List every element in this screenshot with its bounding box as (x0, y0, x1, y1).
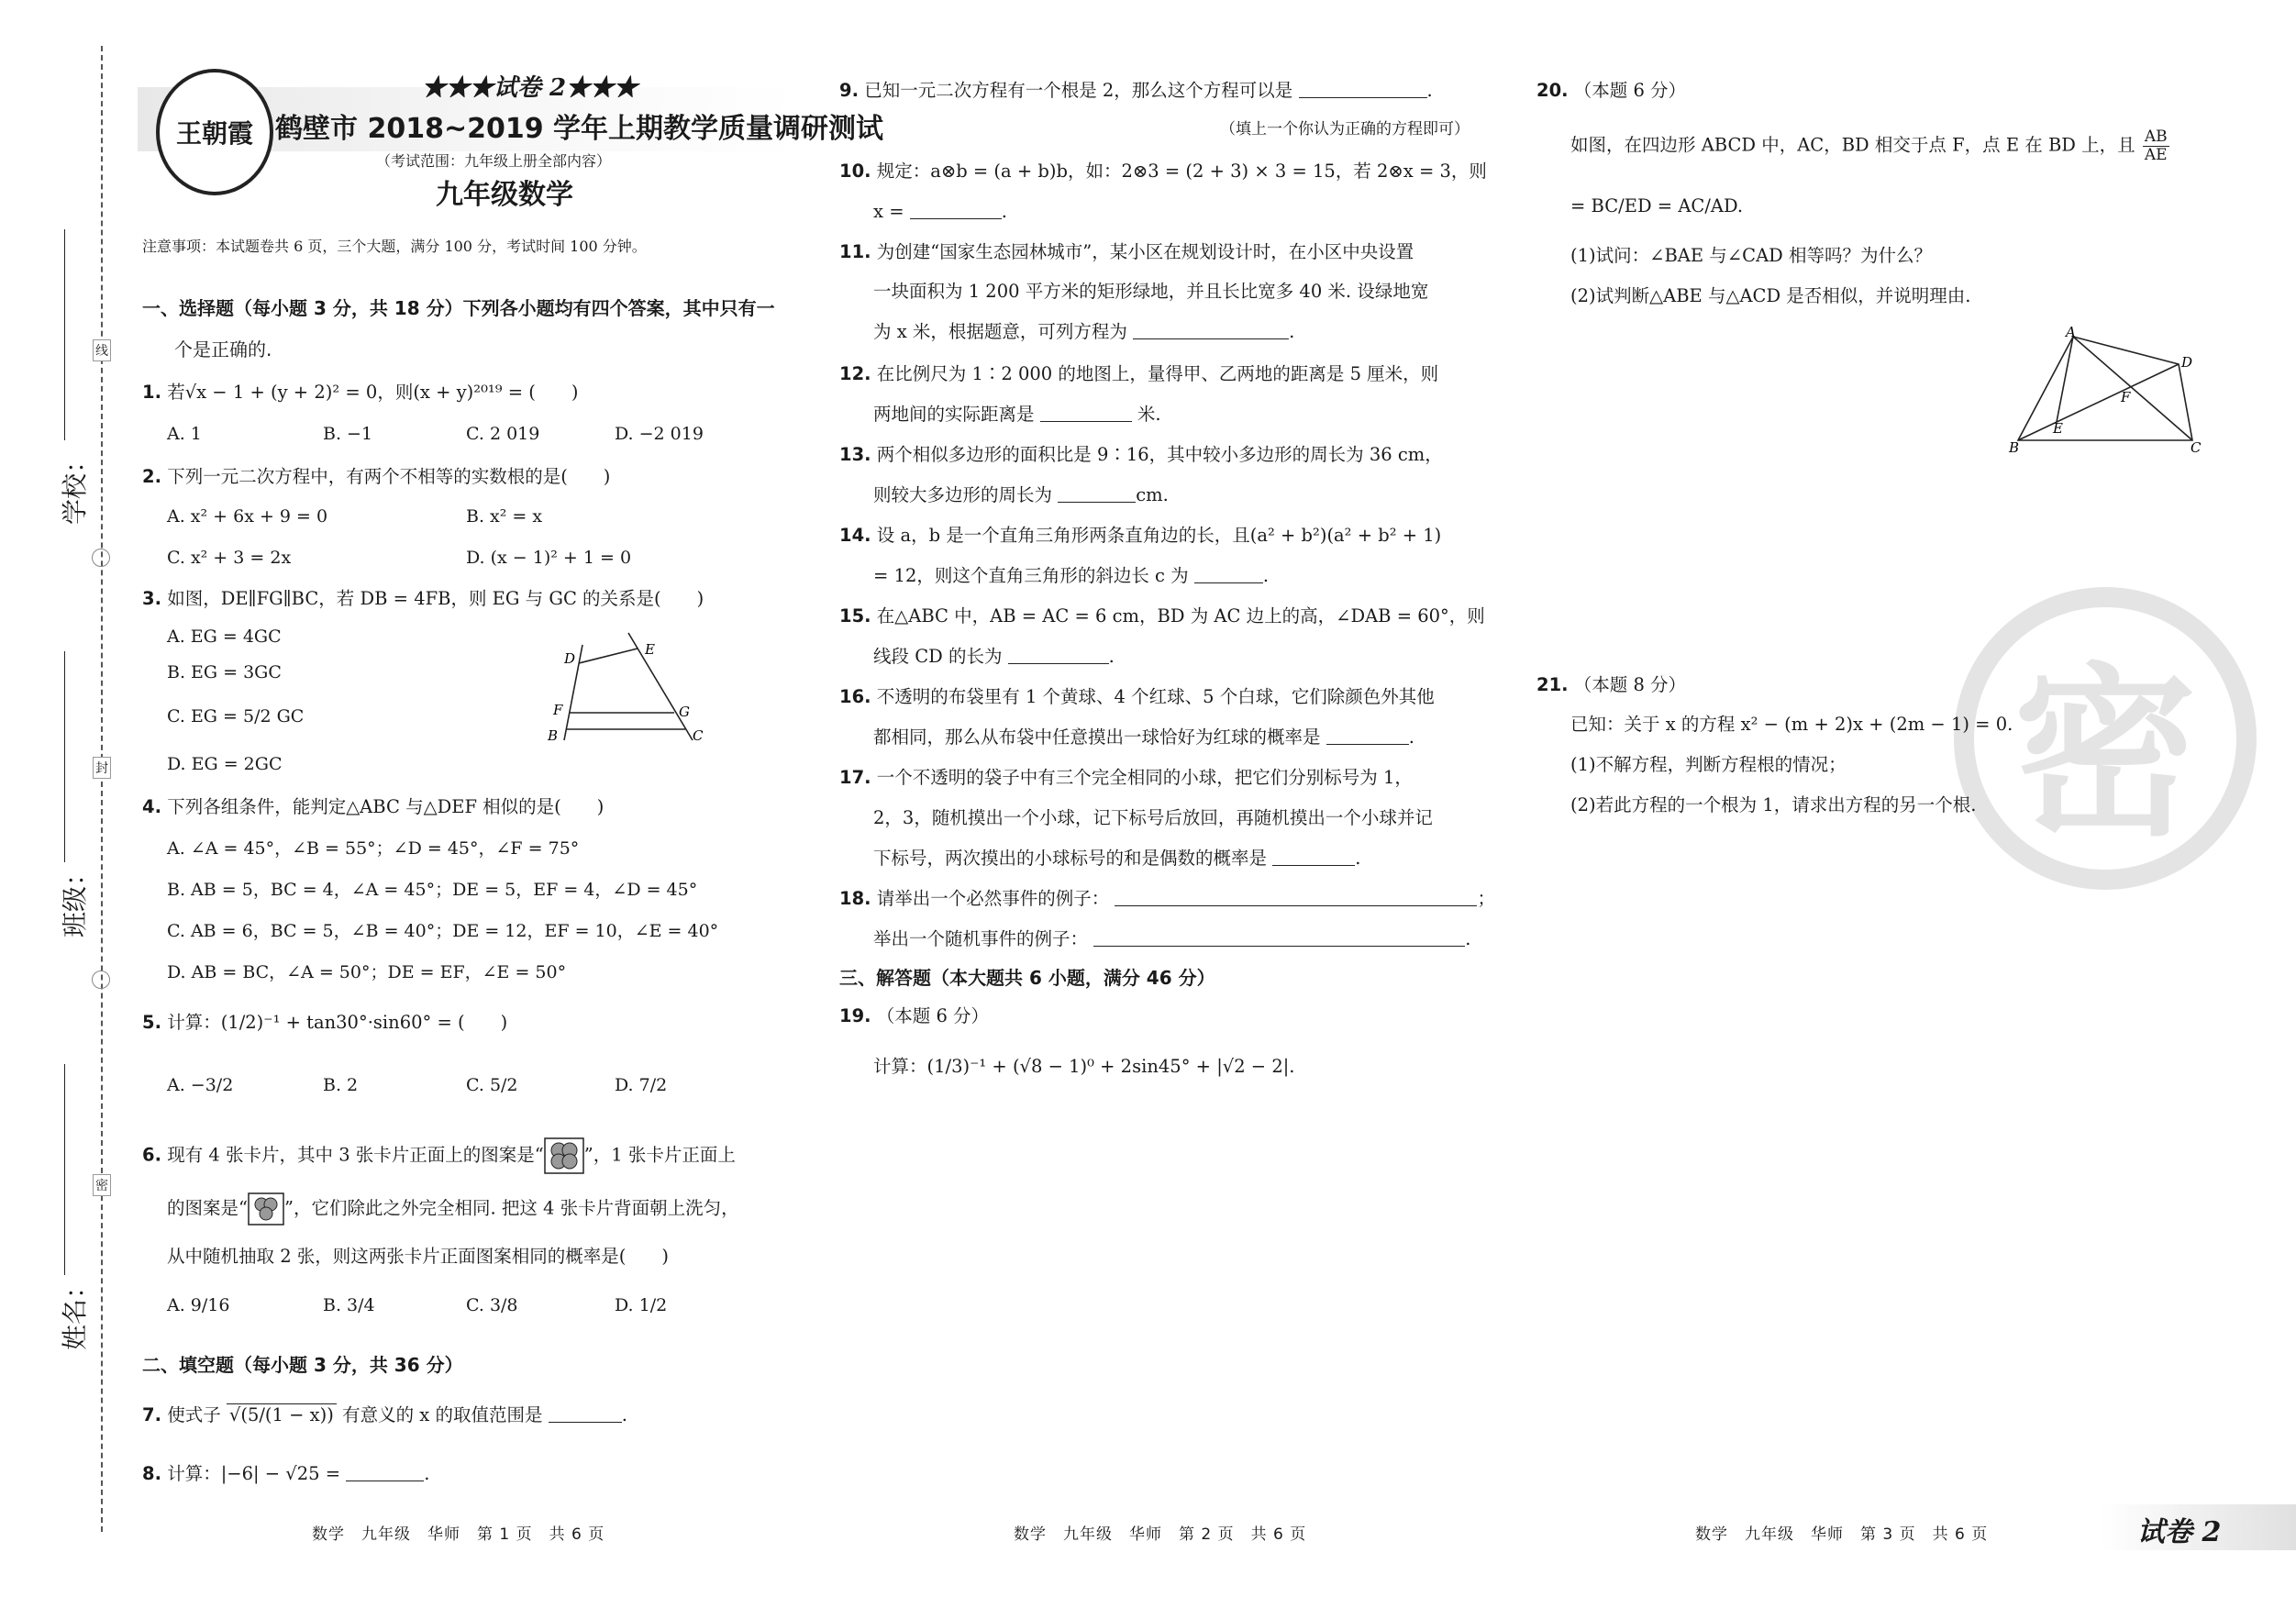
q21-points: （本题 8 分） (1573, 674, 1687, 695)
q7-stem: 7. 使式子 √(5/(1 − x)) 有意义的 x 的取值范围是 . (142, 1404, 627, 1425)
q3-label-e: E (645, 641, 655, 658)
q8-stem: 8. 计算：|−6| − √25 = . (142, 1463, 430, 1484)
class-label: 班级： (60, 859, 91, 938)
logo-text: 王朝霞 (175, 118, 253, 149)
q16-text-2: 都相同，那么从布袋中任意摸出一球恰好为红球的概率是 (873, 726, 1321, 748)
q6-line2 (167, 1192, 739, 1225)
q20-line1 (1570, 128, 2171, 163)
q13-text-2b: cm. (1136, 484, 1169, 505)
q20-label-c: C (2191, 439, 2202, 454)
q20-frac-line: = BC/ED = AC/AD. (1570, 195, 1744, 216)
card-pattern-three-circles-icon (248, 1192, 284, 1225)
seal-mark-icon (92, 549, 110, 567)
q8-number: 8. (142, 1463, 161, 1484)
q4-option-b: B. AB = 5，BC = 4，∠A = 45°；DE = 5，EF = 4，∠D = 45° (167, 880, 698, 900)
q1-option-b: B. −1 (323, 424, 373, 444)
q5-text: 计算：(1/2)⁻¹ + tan30°·sin60° = ( ) (167, 1012, 508, 1033)
page-footer-3: 数学 九年级 华师 第 3 页 共 6 页 (1695, 1525, 1989, 1544)
q6-number: 6. (142, 1144, 161, 1166)
q3-option-d: D. EG = 2GC (167, 754, 283, 774)
q21-line1: 已知：关于 x 的方程 x² − (m + 2)x + (2m − 1) = 0. (1570, 714, 2013, 735)
fold-word-feng: 封 (93, 757, 111, 779)
q20-header (1536, 77, 1686, 105)
q5-option-d: D. 7/2 (615, 1075, 668, 1095)
q4-option-d: D. AB = BC，∠A = 50°；DE = EF，∠E = 50° (167, 962, 567, 982)
q11-line3: 为 x 米，根据题意，可列方程为 . (873, 321, 1295, 342)
q12-text-2b: 米. (1137, 404, 1161, 425)
q10-line2-text: x = (873, 201, 904, 222)
q3-stem (142, 585, 704, 613)
q2-option-d: D. (x − 1)² + 1 = 0 (466, 548, 632, 568)
q18-certain-event-blank[interactable] (1115, 887, 1477, 906)
q18-number: 18. (839, 888, 871, 909)
q3-option-a: A. EG = 4GC (167, 627, 282, 647)
page-footer-1: 数学 九年级 华师 第 1 页 共 6 页 (312, 1525, 605, 1544)
q6-line1b: ”，1 张卡片正面上 (583, 1144, 736, 1166)
q20-label-a: A (2066, 326, 2076, 340)
q14-line1 (839, 522, 1441, 549)
q5-option-a: A. −3/2 (167, 1075, 234, 1095)
q18-text-2: 举出一个随机事件的例子： (873, 928, 1089, 949)
q13-text-1: 两个相似多边形的面积比是 9∶16，其中较小多边形的周长为 36 cm， (876, 444, 1443, 465)
q3-option-b: B. EG = 3GC (167, 662, 282, 682)
q12-line1 (839, 360, 1438, 388)
q14-text-2: = 12，则这个直角三角形的斜边长 c 为 (873, 565, 1189, 586)
q20-points: （本题 6 分） (1573, 80, 1687, 101)
q18-text-1: 请举出一个必然事件的例子： (876, 888, 1110, 909)
seal-mark-icon (92, 970, 110, 989)
q9-note: （填上一个你认为正确的方程即可） (1220, 120, 1470, 139)
exam-scope: （考试范围：九年级上册全部内容） (376, 152, 612, 170)
q16-line1 (839, 683, 1435, 711)
exam-notice: 注意事项：本试题卷共 6 页，三个大题，满分 100 分，考试时间 100 分钟。 (142, 238, 647, 255)
q10-line2: x = . (873, 201, 1007, 222)
q9-stem: 9. 已知一元二次方程有一个根是 2，那么这个方程可以是 . (839, 80, 1433, 101)
q4-number: 4. (142, 796, 161, 817)
q21-sub2: (2)若此方程的一个根为 1，请求出方程的另一个根. (1570, 794, 1977, 815)
q11-line2: 一块面积为 1 200 平方米的矩形绿地，并且长比宽多 40 米. 设绿地宽 (873, 281, 1429, 302)
q14-text-1: 设 a，b 是一个直角三角形两条直角边的长，且(a² + b²)(a² + b² + 1) (876, 525, 1442, 546)
q20-frac-ab-ae (2143, 128, 2169, 163)
q15-text-2: 线段 CD 的长为 (873, 646, 1003, 667)
q10-line1 (839, 158, 1487, 185)
q20-number: 20. (1536, 80, 1569, 101)
q21-number: 21. (1536, 674, 1569, 695)
q17-line3: 下标号，两次摸出的小球标号的和是偶数的概率是 . (873, 848, 1361, 869)
q3-label-f: F (553, 702, 563, 718)
paper-tag: ★★★试卷 2★★★ (422, 74, 638, 102)
q13-line1 (839, 441, 1443, 469)
q20-frac-ae: AE (2144, 145, 2168, 164)
q2-text: 下列一元二次方程中，有两个不相等的实数根的是( ) (167, 466, 611, 487)
q3-label-d: D (564, 650, 576, 667)
q1-option-d: D. −2 019 (615, 424, 704, 444)
q18-line1: 18. 请举出一个必然事件的例子： ； (839, 888, 1495, 909)
q10-number: 10. (839, 161, 871, 182)
class-underline (64, 651, 65, 862)
q7-answer-blank[interactable] (549, 1403, 622, 1423)
q19-header (839, 1003, 989, 1030)
page-footer-2: 数学 九年级 华师 第 2 页 共 6 页 (1014, 1525, 1307, 1544)
q10-text: 规定：a⊗b = (a + b)b，如：2⊗3 = (2 + 3) × 3 = 15，若 2⊗x = 3，则 (876, 161, 1487, 182)
binding-strip (0, 0, 128, 1597)
q3-text: 如图，DE∥FG∥BC，若 DB = 4FB，则 EG 与 GC 的关系是( ) (167, 588, 704, 609)
fold-word-xian: 线 (93, 339, 111, 361)
q4-text: 下列各组条件，能判定△ABC 与△DEF 相似的是( ) (167, 796, 605, 817)
q6-line1 (142, 1137, 736, 1174)
q3-option-c: C. EG = 5/2 GC (167, 706, 305, 726)
q19-text: 计算：(1/3)⁻¹ + (√8 − 1)⁰ + 2sin45° + |√2 − 2|. (873, 1056, 1295, 1077)
q6-option-a: A. 9/16 (167, 1295, 230, 1315)
q13-answer-blank[interactable] (1058, 483, 1136, 503)
q20-label-b: B (2009, 439, 2020, 454)
exam-title: 鹤壁市 2018~2019 学年上期教学质量调研测试 (275, 113, 884, 145)
q17-answer-blank[interactable] (1272, 847, 1355, 866)
q11-text-3: 为 x 米，根据题意，可列方程为 (873, 321, 1127, 342)
fold-word-mi: 密 (93, 1174, 111, 1196)
q9-number: 9. (839, 80, 859, 101)
q18-line2: 举出一个随机事件的例子： . (873, 928, 1471, 949)
q6-line3: 从中随机抽取 2 张，则这两张卡片正面图案相同的概率是( ) (167, 1246, 670, 1267)
q13-line2 (873, 482, 1169, 509)
q14-number: 14. (839, 525, 871, 546)
q6-option-d: D. 1/2 (615, 1295, 668, 1315)
q3-figure (537, 628, 720, 752)
q6-line2a: 的图案是“ (167, 1197, 248, 1219)
q21-header (1536, 671, 1686, 699)
q20-figure (2000, 326, 2206, 454)
q7-number: 7. (142, 1404, 161, 1425)
q3-label-b: B (548, 727, 559, 744)
q19-points: （本题 6 分） (876, 1005, 990, 1026)
section2-title: 二、填空题（每小题 3 分，共 36 分） (142, 1354, 463, 1376)
q20-label-d: D (2181, 354, 2193, 371)
q1-option-a: A. 1 (167, 424, 202, 444)
q19-number: 19. (839, 1005, 871, 1026)
q20-sub2: (2)试判断△ABE 与△ACD 是否相似，并说明理由. (1570, 285, 1971, 306)
q15-answer-blank[interactable] (1008, 645, 1109, 664)
q4-option-c: C. AB = 6，BC = 5，∠B = 40°；DE = 12，EF = 10，∠E = 40° (167, 921, 719, 941)
q12-number: 12. (839, 363, 871, 384)
school-underline (64, 229, 65, 440)
q16-number: 16. (839, 686, 871, 707)
q20-label-e: E (2053, 420, 2063, 437)
q12-text-1: 在比例尺为 1∶2 000 的地图上，量得甲、乙两地的距离是 5 厘米，则 (876, 363, 1439, 384)
q11-answer-blank[interactable] (1133, 320, 1289, 339)
q20-sub1: (1)试问：∠BAE 与∠CAD 相等吗？为什么？ (1570, 245, 1932, 266)
q21-sub1: (1)不解方程，判断方程根的情况； (1570, 754, 1847, 775)
q7-expression: √(5/(1 − x)) (227, 1403, 337, 1425)
q17-text-3: 下标号，两次摸出的小球标号的和是偶数的概率是 (873, 848, 1268, 869)
q20-label-f: F (2121, 389, 2131, 405)
q18-random-event-blank[interactable] (1093, 927, 1465, 947)
q3-label-g: G (679, 704, 690, 720)
q8-text: 计算：|−6| − √25 = (167, 1463, 341, 1484)
q17-line2: 2，3，随机摸出一个小球，记下标号后放回，再随机摸出一个小球并记 (873, 807, 1433, 828)
q5-stem (142, 1009, 507, 1037)
section1-title: 一、选择题（每小题 3 分，共 18 分）下列各小题均有四个答案，其中只有一 (142, 297, 775, 319)
q7-text-b: 有意义的 x 的取值范围是 (342, 1404, 543, 1425)
q8-answer-blank[interactable] (346, 1462, 424, 1481)
q9-text: 已知一元二次方程有一个根是 2，那么这个方程可以是 (864, 80, 1293, 101)
q2-option-a: A. x² + 6x + 9 = 0 (167, 506, 328, 527)
q13-text-2a: 则较大多边形的周长为 (873, 484, 1053, 505)
q5-number: 5. (142, 1012, 161, 1033)
q3-label-c: C (693, 727, 704, 744)
q2-number: 2. (142, 466, 161, 487)
q1-number: 1. (142, 382, 161, 403)
q2-option-b: B. x² = x (466, 506, 543, 527)
q17-text-1: 一个不透明的袋子中有三个完全相同的小球，把它们分别标号为 1， (876, 767, 1413, 788)
q15-line1 (839, 603, 1485, 630)
q6-line1a: 现有 4 张卡片，其中 3 张卡片正面上的图案是“ (167, 1144, 544, 1166)
q3-number: 3. (142, 588, 161, 609)
q14-line2: = 12，则这个直角三角形的斜边长 c 为 . (873, 565, 1270, 586)
q14-answer-blank[interactable] (1194, 564, 1263, 583)
q13-number: 13. (839, 444, 871, 465)
q6-line2b: ”，它们除此之外完全相同. 把这 4 张卡片背面朝上洗匀， (283, 1197, 739, 1219)
q6-option-c: C. 3/8 (466, 1295, 518, 1315)
q10-answer-blank[interactable] (910, 200, 1002, 219)
card-pattern-four-circles-icon (544, 1137, 584, 1174)
q1-text: 若√x − 1 + (y + 2)² = 0，则(x + y)²⁰¹⁹ = ( ) (167, 382, 579, 403)
q11-number: 11. (839, 241, 871, 262)
q5-option-c: C. 5/2 (466, 1075, 518, 1095)
q4-option-a: A. ∠A = 45°，∠B = 55°；∠D = 45°，∠F = 75° (167, 838, 580, 859)
q1-option-c: C. 2 019 (466, 424, 540, 444)
section3-title: 三、解答题（本大题共 6 小题，满分 46 分） (839, 967, 1215, 989)
q9-answer-blank[interactable] (1299, 79, 1427, 98)
name-label: 姓名： (60, 1272, 91, 1351)
section1-title-cont: 个是正确的. (174, 338, 272, 360)
q6-option-b: B. 3/4 (323, 1295, 375, 1315)
dashed-fold-line (101, 46, 103, 1532)
q16-line2: 都相同，那么从布袋中任意摸出一球恰好为红球的概率是 . (873, 726, 1414, 748)
q12-text-2a: 两地间的实际距离是 (873, 404, 1035, 425)
q15-text-1: 在△ABC 中，AB = AC = 6 cm，BD 为 AC 边上的高，∠DAB = 60°，则 (876, 605, 1485, 627)
watermark-char: 密 (2013, 647, 2197, 861)
q2-option-c: C. x² + 3 = 2x (167, 548, 292, 568)
subject-title: 九年级数学 (436, 179, 573, 211)
q16-answer-blank[interactable] (1326, 726, 1409, 745)
q5-option-b: B. 2 (323, 1075, 359, 1095)
logo-seal-icon (156, 69, 273, 195)
q7-text-a: 使式子 (167, 1404, 221, 1425)
q17-line1 (839, 764, 1413, 792)
school-label: 学校： (60, 447, 91, 526)
q15-number: 15. (839, 605, 871, 627)
corner-tag: 试卷 2 (2137, 1516, 2222, 1548)
q20-frac-ab: AB (2144, 128, 2168, 146)
q2-stem (142, 463, 610, 491)
q12-line2 (873, 401, 1161, 428)
q11-line1 (839, 238, 1414, 266)
q11-text-1: 为创建“国家生态园林城市”，某小区在规划设计时，在小区中央设置 (876, 241, 1414, 262)
name-underline (64, 1064, 65, 1275)
q15-line2: 线段 CD 的长为 . (873, 646, 1115, 667)
q17-number: 17. (839, 767, 871, 788)
q4-stem (142, 793, 604, 821)
q1-stem (142, 379, 579, 406)
q16-text-1: 不透明的布袋里有 1 个黄球、4 个红球、5 个白球，它们除颜色外其他 (876, 686, 1435, 707)
q12-answer-blank[interactable] (1040, 403, 1132, 422)
q20-text-1: 如图，在四边形 ABCD 中，AC，BD 相交于点 F，点 E 在 BD 上，且 (1570, 134, 2135, 156)
